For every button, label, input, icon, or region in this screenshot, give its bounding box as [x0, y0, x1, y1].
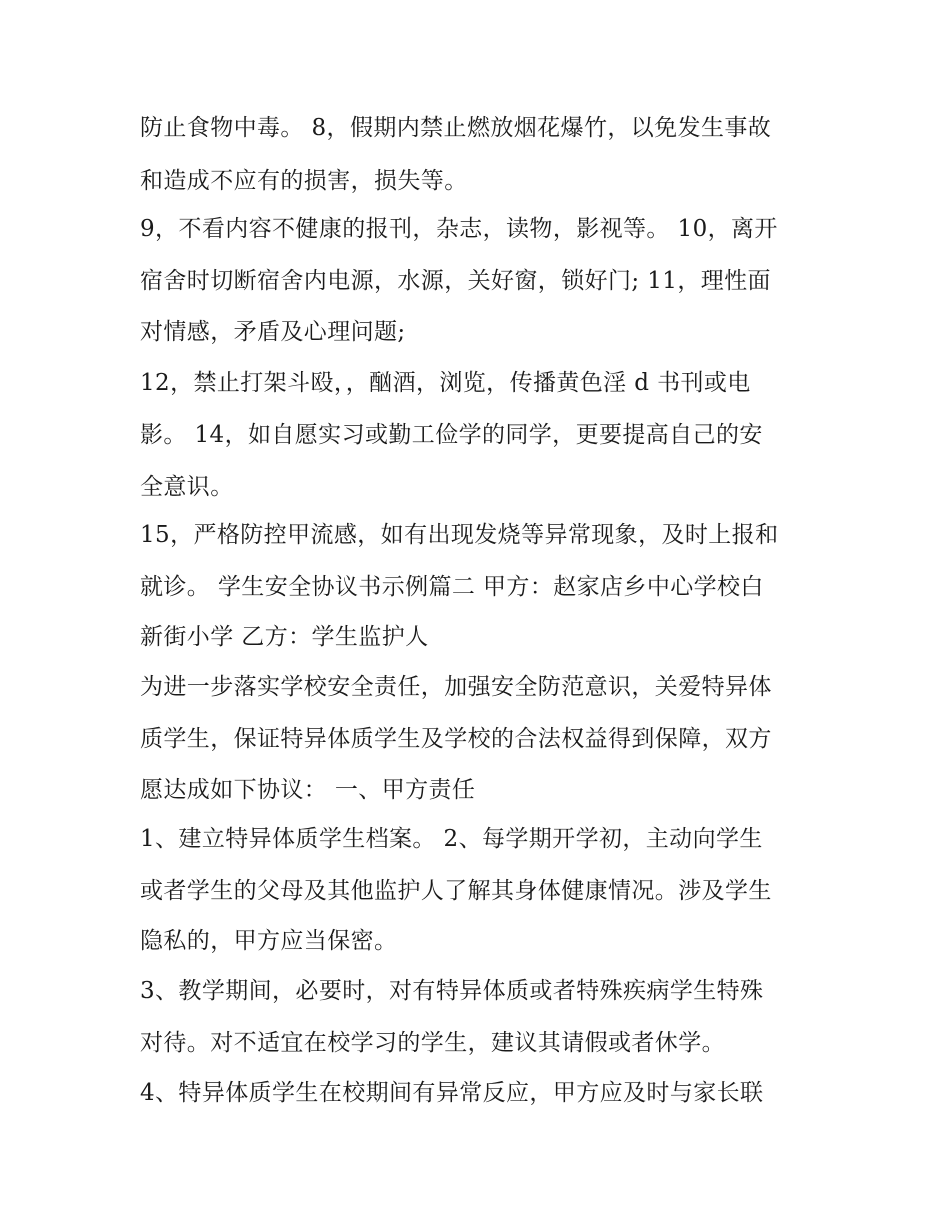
text-line: 对情感，矛盾及心理问题;	[140, 319, 406, 345]
text-line: 防止食物中毒。 8，假期内禁止燃放烟花爆竹，以免发生事故	[140, 115, 772, 141]
text-line: 对待。对不适宜在校学习的学生，建议其请假或者休学。	[140, 1030, 725, 1056]
text-line: 就诊。 学生安全协议书示例篇二 甲方：赵家店乡中心学校白	[140, 574, 764, 600]
text-line: 新街小学 乙方：学生监护人	[140, 624, 429, 650]
text-line: 和造成不应有的损害，损失等。	[140, 168, 468, 194]
text-line: 9，不看内容不健康的报刊，杂志，读物，影视等。 10，离开	[140, 216, 778, 242]
text-line: 愿达成如下协议： 一、甲方责任	[140, 777, 476, 803]
text-line: 影。 14，如自愿实习或勤工俭学的同学，更要提高自己的安	[140, 422, 763, 448]
text-line: 或者学生的父母及其他监护人了解其身体健康情况。涉及学生	[140, 878, 772, 904]
text-line: 隐私的，甲方应当保密。	[140, 928, 398, 954]
text-line: 为进一步落实学校安全责任，加强安全防范意识，关爱特异体	[140, 674, 772, 700]
text-line: 15，严格防控甲流感，如有出现发烧等异常现象，及时上报和	[140, 522, 779, 548]
text-line: 质学生，保证特异体质学生及学校的合法权益得到保障，双方	[140, 726, 772, 752]
text-line: 1、建立特异体质学生档案。 2、每学期开学初，主动向学生	[140, 826, 763, 852]
text-line: 12，禁止打架斗殴，，酗酒，浏览，传播黄色淫 d 书刊或电	[140, 370, 751, 396]
text-line: 全意识。	[140, 474, 234, 500]
text-line: 4、特异体质学生在校期间有异常反应，甲方应及时与家长联	[140, 1080, 764, 1106]
text-line: 宿舍时切断宿舍内电源，水源，关好窗，锁好门; 11，理性面	[140, 268, 771, 294]
text-line: 3、教学期间，必要时，对有特异体质或者特殊疾病学生特殊	[140, 978, 764, 1004]
